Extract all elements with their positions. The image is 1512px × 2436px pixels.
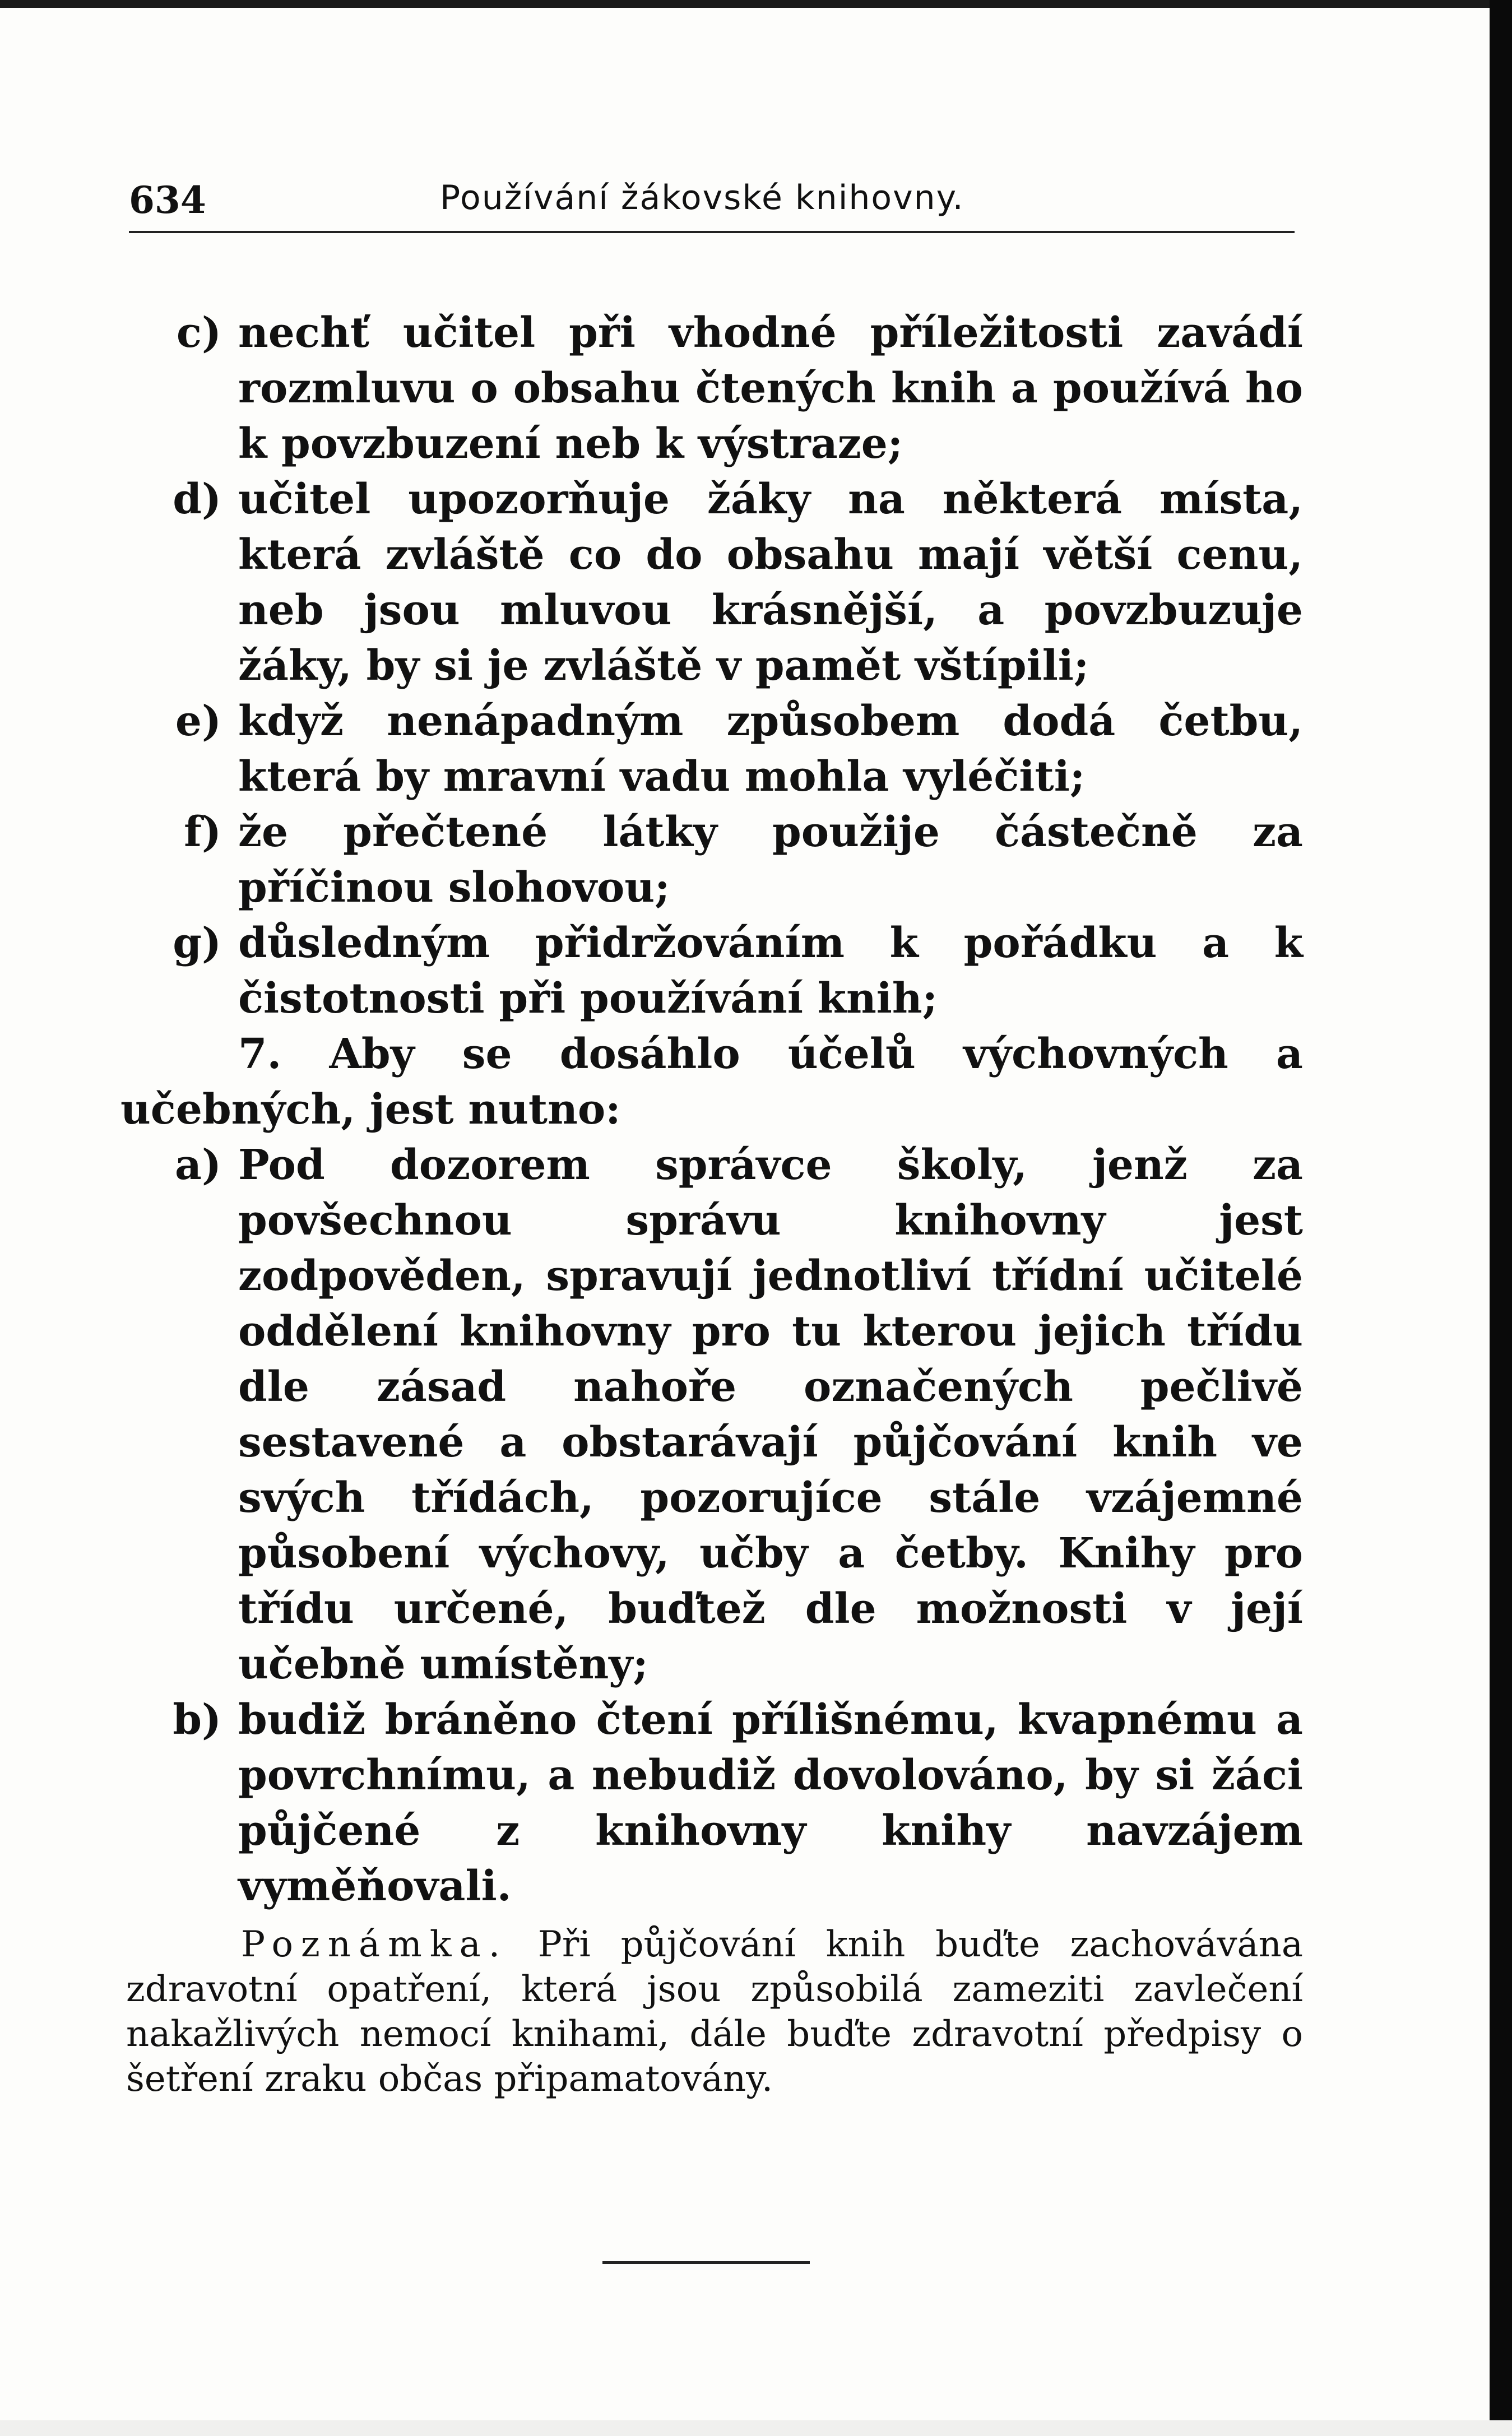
list-item-text: že přečtené látky použije částečně za příčinou slohovou; <box>238 808 1303 912</box>
list-item <box>120 805 1303 916</box>
page-header <box>129 178 1295 223</box>
list-item-text: Pod dozorem správce školy, jenž za povšechnou správu knihovny jest zodpověden, spravují jednotliví třídní učitelé oddělení knihovny pro tu kterou jejich třídu dle zásad nahoře označených pečlivě sestavené a obstarávají půjčování knih ve svých třídách, pozorujíce stále vzájemné působení výchovy, učby a četby. Knihy pro třídu určené, buďtež dle možnosti v její učebně umístěny; <box>238 1141 1303 1688</box>
list-item <box>120 1692 1303 1914</box>
list-item-text: nechť učitel při vhodné příležitosti zavádí rozmluvu o obsahu čtených knih a používá ho k povzbuzení neb k výstraze; <box>238 309 1303 468</box>
scan-edge-bottom <box>0 2420 1512 2436</box>
body-text <box>120 305 1303 1914</box>
page-number: 634 <box>129 178 206 222</box>
paragraph-7: 7. Aby se dosáhlo účelů výchovných a učebných, jest nutno: <box>120 1030 1303 1134</box>
list-item <box>120 916 1303 1027</box>
note-label: Poznámka. <box>241 1924 508 1965</box>
bottom-rule <box>602 2261 810 2264</box>
header-rule <box>129 231 1295 233</box>
running-title: Používání žákovské knihovny. <box>440 178 964 217</box>
list-item-marker: f) <box>184 808 221 856</box>
list-item-text: důsledným přidržováním k pořádku a k čistotnosti při používání knih; <box>238 919 1303 1023</box>
list-item-text: učitel upozorňuje žáky na některá místa, která zvláště co do obsahu mají větší cenu, neb jsou mluvou krásnější, a povzbuzuje žáky, by si je zvláště v pamět vštípili; <box>238 475 1303 690</box>
scan-edge-right <box>1490 0 1512 2436</box>
list-item-marker: a) <box>175 1141 221 1189</box>
footnote <box>126 1922 1303 2101</box>
list-item-marker: e) <box>175 697 221 745</box>
note-text: Při půjčování knih buďte zachovávána zdravotní opatření, která jsou způsobilá zameziti zavlečení nakažlivých nemocí knihami, dále buďte zdravotní předpisy o šetření zraku občas připamatovány. <box>126 1924 1304 2100</box>
list-item <box>120 305 1303 472</box>
list-item-marker: d) <box>173 475 221 523</box>
list-item <box>120 694 1303 805</box>
list-item <box>120 1138 1303 1692</box>
list-item <box>120 472 1303 694</box>
list-item-marker: g) <box>173 919 221 967</box>
list-item-text: budiž bráněno čtení přílišnému, kvapnému a povrchnímu, a nebudiž dovolováno, by si žáci půjčené z knihovny knihy navzájem vyměňovali. <box>238 1696 1303 1910</box>
list-item-marker: c) <box>176 309 221 357</box>
scan-edge-top <box>0 0 1512 8</box>
list-item-text: když nenápadným způsobem dodá četbu, která by mravní vadu mohla vyléčiti; <box>238 697 1303 801</box>
list-item-marker: b) <box>173 1696 221 1744</box>
